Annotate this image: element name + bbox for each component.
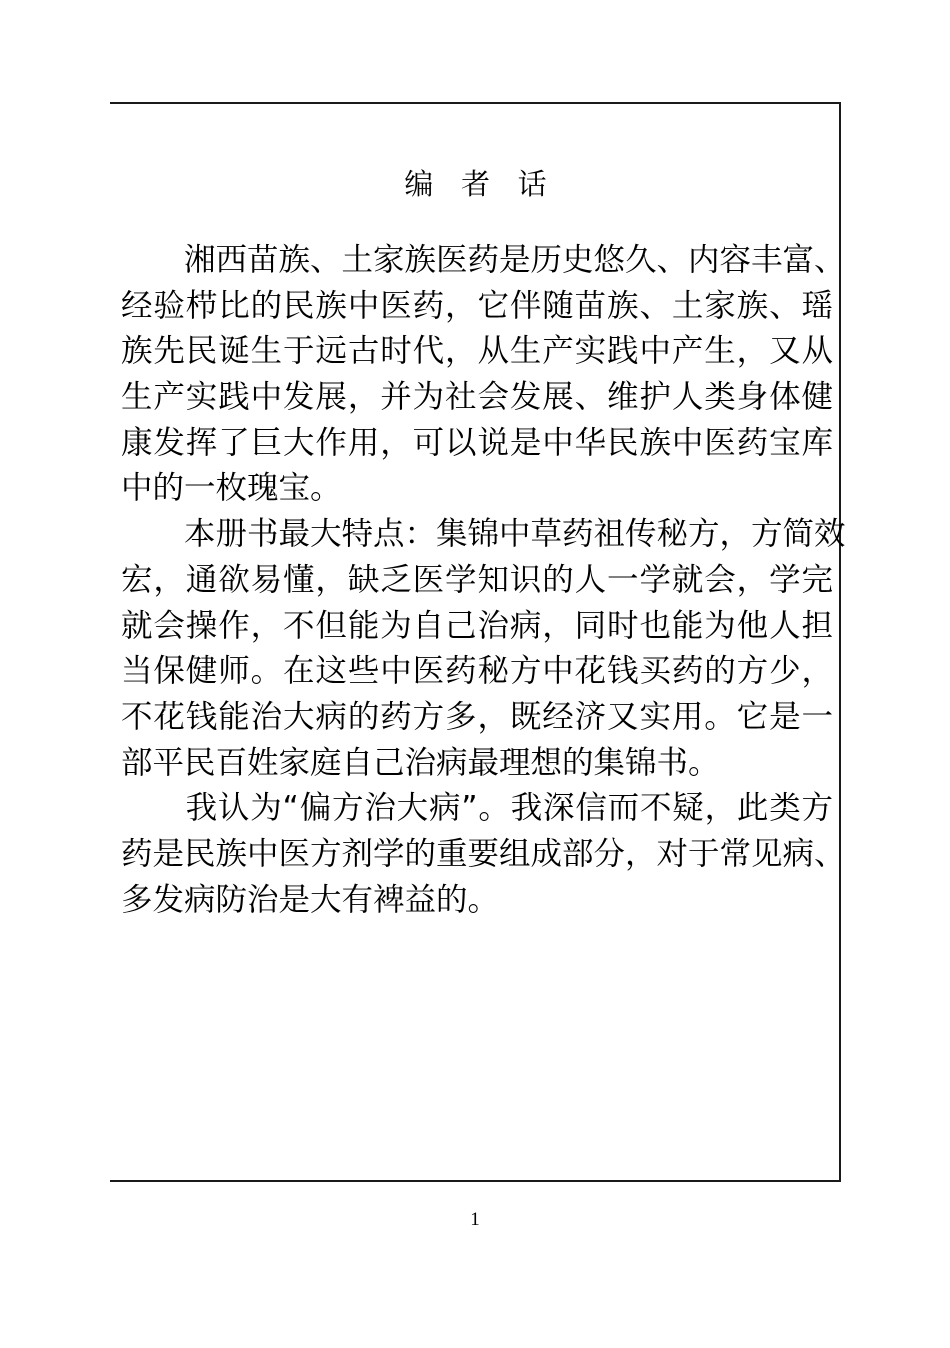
text-line: 药是民族中医方剂学的重要组成部分，对于常见病、 [121,835,846,872]
text-line: 康发挥了巨大作用，可以说是中华民族中医药宝库 [121,424,833,461]
text-line: 生产实践中发展，并为社会发展、维护人类身体健 [121,379,833,416]
text-line: 不花钱能治大病的药方多，既经济又实用。它是一 [121,698,833,735]
text-line: 就会操作，不但能为自己治病，同时也能为他人担 [121,607,833,644]
text-line: 部平民百姓家庭自己治病最理想的集锦书。 [121,744,720,781]
text-line: 我认为“偏方治大病”。我深信而不疑，此类方 [121,790,833,827]
page-number: 1 [470,1209,480,1230]
text-line: 当保健师。在这些中医药秘方中花钱买药的方少， [121,653,833,690]
text-line: 多发病防治是大有裨益的。 [121,881,500,918]
text-line: 本册书最大特点：集锦中草药祖传秘方，方简效 [121,516,846,553]
text-line: 族先民诞生于远古时代，从生产实践中产生，又从 [121,333,833,370]
text-line: 中的一枚瑰宝。 [121,470,342,507]
text-line: 宏，通欲易懂，缺乏医学知识的人一学就会，学完 [121,561,833,598]
text-line: 经验栉比的民族中医药，它伴随苗族、土家族、瑶 [121,287,833,324]
body-text [121,238,846,923]
text-line: 湘西苗族、土家族医药是历史悠久、内容丰富、 [121,242,846,278]
page-title: 编 者 话 [404,167,547,201]
